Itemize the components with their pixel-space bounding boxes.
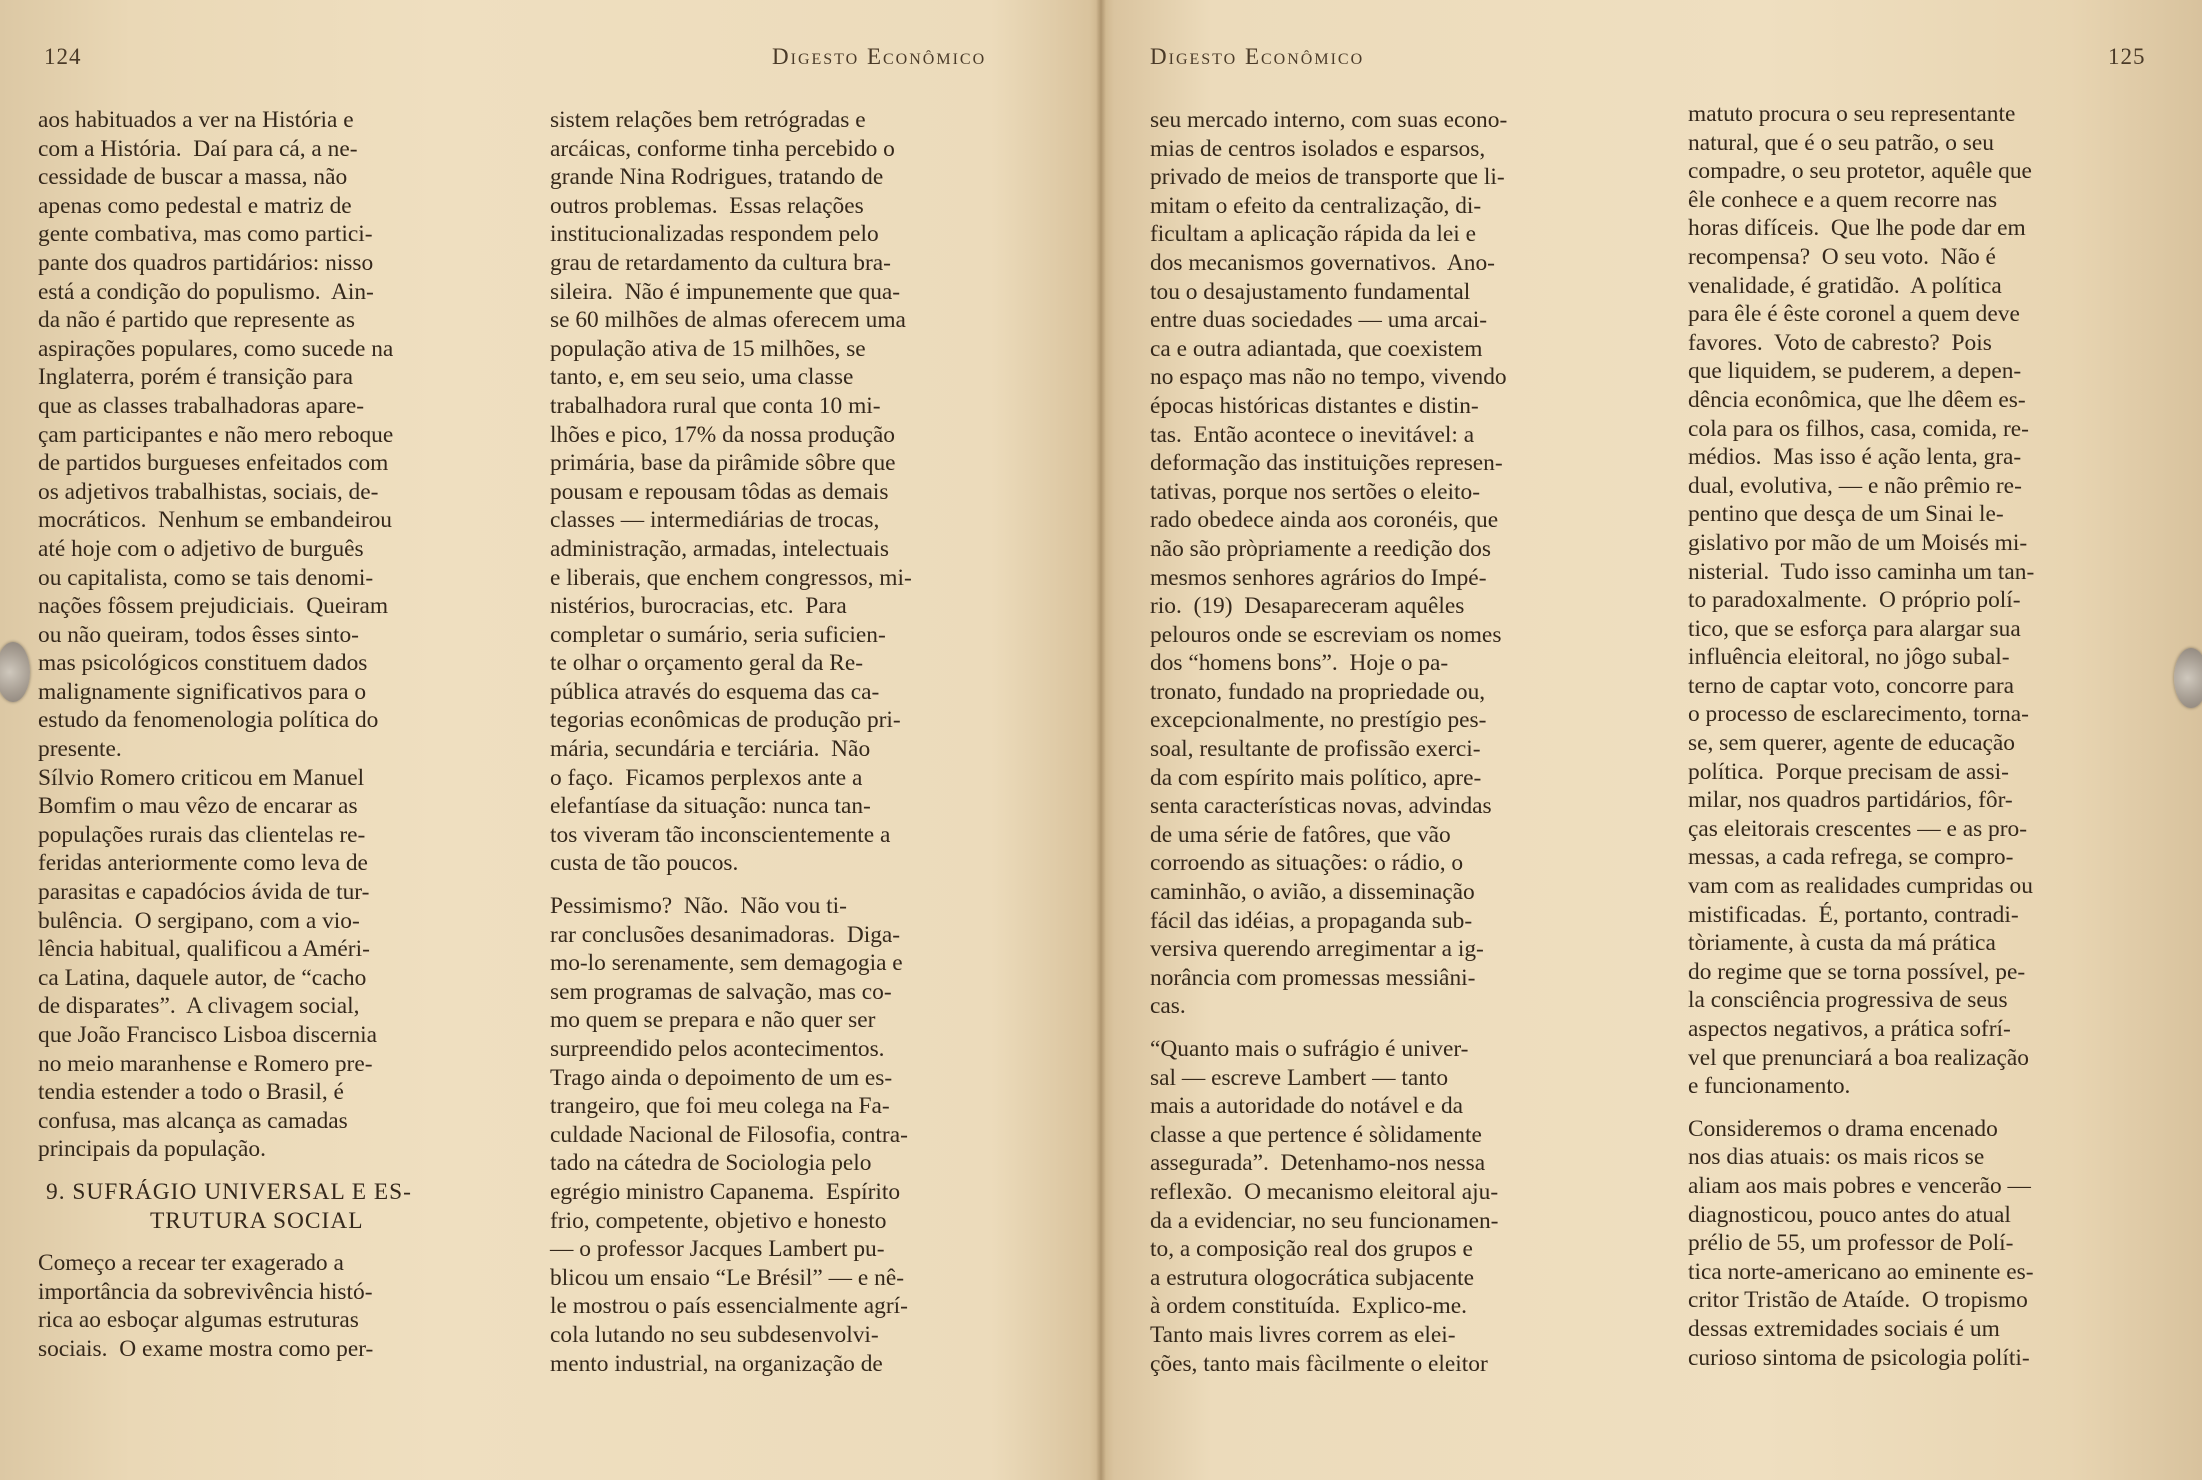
text-line: até hoje com o adjetivo de burguês [38, 535, 364, 562]
text-line: sem programas de salvação, mas co- [550, 978, 892, 1005]
text-line: mo-lo serenamente, sem demagogia e [550, 950, 903, 977]
text-line: bulência. O sergipano, com a vio- [38, 907, 360, 934]
text-line: mas psicológicos constituem dados [38, 650, 368, 677]
text-line: tou o desajustamento fundamental [1150, 278, 1471, 305]
text-line: dual, evolutiva, — e não prêmio re- [1688, 472, 2022, 499]
text-line: diagnosticou, pouco antes do atual [1688, 1201, 2011, 1228]
text-line: cas. [1150, 993, 1186, 1020]
text-line: mistificadas. É, portanto, contradi- [1688, 901, 2019, 928]
right-column-1 [1150, 106, 1640, 1378]
page-number-right: 125 [2108, 44, 2146, 69]
text-line: rio. (19) Desapareceram aquêles [1150, 593, 1465, 620]
right-col1-after-body [1150, 1035, 1640, 1378]
text-line: versiva querendo arregimentar a ig- [1150, 936, 1484, 963]
text-line: cessidade de buscar a massa, não [38, 164, 348, 191]
running-head-right-text: Digesto Econômico [1150, 44, 1365, 69]
text-line: da não é partido que represente as [38, 307, 355, 334]
text-line: de disparates”. A clivagem social, [38, 993, 360, 1020]
text-line: mesmos senhores agrários do Impé- [1150, 564, 1487, 591]
text-line: çam participantes e não mero reboque [38, 421, 394, 448]
text-line: trabalhadora rural que conta 10 mi- [550, 392, 881, 419]
text-line: assegurada”. Detenhamo-nos nessa [1150, 1150, 1486, 1177]
text-line: nações fôssem prejudiciais. Queiram [38, 593, 389, 620]
text-line: dos mecanismos governativos. Ano- [1150, 249, 1495, 276]
text-line: está a condição do populismo. Ain- [38, 278, 374, 305]
text-line: Bomfim o mau vêzo de encarar as [38, 793, 358, 820]
text-line: população ativa de 15 milhões, se [550, 335, 866, 362]
text-line: pública através do esquema das ca- [550, 678, 880, 705]
right-column-2 [1688, 100, 2168, 1372]
text-line: terno de captar voto, concorre para [1688, 672, 2014, 699]
text-line: aspectos negativos, a prática sofrí- [1688, 1016, 2011, 1042]
text-line: sileira. Não é impunemente que qua- [550, 278, 901, 305]
text-line: cola lutando no seu subdesenvolvi- [550, 1321, 879, 1348]
text-line: dessas extremidades sociais é um [1688, 1315, 2000, 1342]
text-line: te olhar o orçamento geral da Re- [550, 650, 864, 677]
text-line: institucionalizadas respondem pelo [550, 221, 879, 248]
text-line: to, a composição real dos grupos e [1150, 1236, 1473, 1263]
binding-hole-left [0, 642, 30, 702]
text-line: da a evidenciar, no seu funcionamen- [1150, 1207, 1499, 1234]
text-line: aspirações populares, como sucede na [38, 335, 394, 362]
text-line: Tanto mais livres correm as elei- [1150, 1321, 1456, 1348]
text-line: sal — escreve Lambert — tanto [1150, 1064, 1449, 1091]
text-line: política. Porque precisam de assi- [1688, 758, 2009, 785]
text-line: tanto, e, em seu seio, uma classe [550, 364, 854, 391]
text-line: matuto procura o seu representante [1688, 101, 2016, 127]
left-column-2 [550, 106, 1030, 1378]
text-line: tòriamente, à custa da má prática [1688, 930, 1996, 957]
text-line: sociais. O exame mostra como per- [38, 1335, 374, 1362]
text-line: vam com as realidades cumpridas ou [1688, 873, 2033, 900]
text-line: influência eleitoral, no jôgo subal- [1688, 644, 2010, 671]
text-line: classe a que pertence é sòlidamente [1150, 1121, 1482, 1148]
text-line: ou capitalista, como se tais denomi- [38, 564, 374, 591]
text-line: o faço. Ficamos perplexos ante a [550, 764, 863, 791]
text-line: senta características novas, advindas [1150, 793, 1492, 820]
text-line: gislativo por mão de um Moisés mi- [1688, 529, 2028, 556]
text-line: mocráticos. Nenhum se embandeirou [38, 507, 393, 534]
left-column-1 [38, 106, 508, 1364]
text-line: aliam aos mais pobres e vencerão — [1688, 1172, 2031, 1199]
text-line: Sílvio Romero criticou em Manuel [38, 764, 365, 791]
text-line: recompensa? O seu voto. Não é [1688, 243, 1996, 270]
text-line: nistérios, burocracias, etc. Para [550, 593, 847, 620]
text-line: trangeiro, que foi meu colega na Fa- [550, 1093, 890, 1120]
text-line: apenas como pedestal e matriz de [38, 192, 352, 219]
text-line: de uma série de fatôres, que vão [1150, 821, 1451, 848]
text-line: culdade Nacional de Filosofia, contra- [550, 1121, 908, 1148]
running-head-right [1150, 44, 1364, 70]
text-line: se, sem querer, agente de educação [1688, 730, 2016, 757]
text-line: le mostrou o país essencialmente agrí- [550, 1293, 908, 1320]
text-line: mias de centros isolados e esparsos, [1150, 135, 1486, 162]
text-line: tativas, porque nos sertões o eleito- [1150, 478, 1480, 505]
text-line: tegorias econômicas de produção pri- [550, 707, 901, 734]
text-line: do regime que se torna possível, pe- [1688, 958, 2026, 985]
text-line: Consideremos o drama encenado [1688, 1115, 1998, 1142]
text-line: para êle é êste coronel a quem deve [1688, 301, 2020, 328]
text-line: ou não queiram, todos êsses sinto- [38, 621, 359, 648]
text-line: tos viveram tão inconscientemente a [550, 821, 891, 848]
text-line: Começo a recear ter exagerado a [38, 1250, 344, 1277]
text-line: êle conhece e a quem recorre nas [1688, 186, 1998, 213]
binding-hole-right [2174, 648, 2202, 708]
text-line: mo quem se prepara e não quer ser [550, 1007, 876, 1034]
text-line: prélio de 55, um professor de Polí- [1688, 1230, 2014, 1257]
text-line: rado obedece ainda aos coronéis, que [1150, 507, 1499, 534]
text-line: grau de retardamento da cultura bra- [550, 249, 891, 276]
running-head-left-text: Digesto Econômico [772, 44, 987, 69]
text-line: mitam o efeito da centralização, di- [1150, 192, 1482, 219]
text-line: milar, nos quadros partidários, fôr- [1688, 787, 2013, 814]
right-col2-body [1688, 100, 2168, 1101]
text-line: — o professor Jacques Lambert pu- [550, 1236, 885, 1263]
text-line: custa de tão poucos. [550, 850, 739, 877]
text-line: outros problemas. Essas relações [550, 192, 864, 219]
text-line: fácil das idéias, a propaganda sub- [1150, 907, 1473, 934]
text-line: lência habitual, qualificou a Améri- [38, 936, 370, 963]
right-col2-after-body [1688, 1115, 2168, 1372]
right-page [1102, 0, 2202, 1480]
text-line: se 60 milhões de almas oferecem uma [550, 307, 906, 334]
text-line: estudo da fenomenologia política do [38, 707, 379, 734]
text-line: sistem relações bem retrógradas e [550, 107, 866, 133]
text-line: pelouros onde se escreviam os nomes [1150, 621, 1502, 648]
text-line: Trago ainda o depoimento de um es- [550, 1064, 893, 1091]
text-line: seu mercado interno, com suas econo- [1150, 107, 1508, 133]
text-line: arcáicas, conforme tinha percebido o [550, 135, 895, 162]
text-line: primária, base da pirâmide sôbre que [550, 450, 896, 477]
text-line: surpreendido pelos acontecimentos. [550, 1036, 885, 1062]
text-line: tado na cátedra de Sociologia pelo [550, 1150, 872, 1177]
text-line: natural, que é o seu patrão, o seu [1688, 129, 1994, 156]
text-line: venalidade, é gratidão. A política [1688, 272, 2002, 299]
text-line: e liberais, que enchem congressos, mi- [550, 564, 912, 591]
text-line: aos habituados a ver na História e [38, 107, 354, 133]
text-line: favores. Voto de cabresto? Pois [1688, 329, 1992, 356]
text-line: nos dias atuais: os mais ricos se [1688, 1144, 1985, 1171]
text-line: com a História. Daí para cá, a ne- [38, 135, 358, 162]
page-number-left: 124 [44, 44, 82, 69]
text-line: critor Tristão de Ataíde. O tropismo [1688, 1287, 2028, 1314]
text-line: os adjetivos trabalhistas, sociais, de- [38, 478, 379, 505]
text-line: ficultam a aplicação rápida da lei e [1150, 221, 1476, 248]
text-line: nisterial. Tudo isso caminha um tan- [1688, 558, 2035, 585]
text-line: da com espírito mais político, apre- [1150, 764, 1482, 791]
text-line: tendia estender a todo o Brasil, é [38, 1079, 344, 1106]
text-line: feridas anteriormente como leva de [38, 850, 368, 877]
text-line: deformação das instituições represen- [1150, 450, 1503, 477]
text-line: tica norte-americano ao eminente es- [1688, 1258, 2034, 1285]
text-line: à ordem constituída. Explico-me. [1150, 1293, 1467, 1320]
text-line: elefantíase da situação: nunca tan- [550, 793, 871, 820]
text-line: administração, armadas, intelectuais [550, 535, 890, 562]
text-line: vel que prenunciará a boa realização [1688, 1044, 2029, 1071]
left-col1-body [38, 106, 508, 1164]
text-line: to paradoxalmente. O próprio polí- [1688, 587, 2021, 614]
text-line: ca e outra adiantada, que coexistem [1150, 335, 1483, 362]
section-heading-line-2: TRUTURA SOCIAL [150, 1207, 364, 1234]
text-line: soal, resultante de profissão exerci- [1150, 736, 1481, 763]
left-col1-after-body [38, 1249, 508, 1363]
text-line: gente combativa, mas como partici- [38, 221, 373, 248]
text-line: populações rurais das clientelas re- [38, 821, 366, 848]
text-line: parasitas e capadócios ávida de tur- [38, 879, 370, 906]
text-line: que João Francisco Lisboa discernia [38, 1022, 378, 1048]
text-line: excepcionalmente, no prestígio pes- [1150, 707, 1487, 734]
text-line: que liquidem, se puderem, a depen- [1688, 358, 2022, 385]
text-line: caminhão, o avião, a disseminação [1150, 879, 1475, 906]
text-line: compadre, o seu protetor, aquêle que [1688, 158, 2032, 185]
text-line: mento industrial, na organização de [550, 1350, 883, 1377]
text-line: malignamente significativos para o [38, 678, 367, 705]
text-line: tas. Então acontece o inevitável: a [1150, 421, 1475, 448]
text-line: a estrutura ologocrática subjacente [1150, 1264, 1475, 1291]
text-line: médios. Mas isso é ação lenta, gra- [1688, 444, 2022, 471]
text-line: Inglaterra, porém é transição para [38, 364, 353, 391]
text-line: lhões e pico, 17% da nossa produção [550, 421, 895, 448]
text-line: no espaço mas não no tempo, vivendo [1150, 364, 1507, 391]
text-line: ca Latina, daquele autor, de “cacho [38, 964, 367, 991]
text-line: ças eleitorais crescentes — e as pro- [1688, 815, 2028, 842]
text-line: presente. [38, 736, 122, 763]
running-head-left [772, 44, 986, 70]
text-line: reflexão. O mecanismo eleitoral aju- [1150, 1178, 1499, 1205]
text-line: cola para os filhos, casa, comida, re- [1688, 415, 2029, 442]
text-line: curioso sintoma de psicologia políti- [1688, 1344, 2030, 1371]
text-line: egrégio ministro Capanema. Espírito [550, 1178, 901, 1205]
right-col1-body [1150, 106, 1640, 1021]
text-line: completar o sumário, seria suficien- [550, 621, 886, 648]
left-col2-after-body [550, 892, 1030, 1378]
text-line: no meio maranhense e Romero pre- [38, 1050, 373, 1077]
text-line: e funcionamento. [1688, 1073, 1851, 1100]
text-line: confusa, mas alcança as camadas [38, 1107, 348, 1134]
text-line: frio, competente, objetivo e honesto [550, 1207, 887, 1234]
text-line: blicou um ensaio “Le Brésil” — e nê- [550, 1264, 904, 1291]
text-line: entre duas sociedades — uma arcai- [1150, 307, 1488, 334]
text-line: ções, tanto mais fàcilmente o eleitor [1150, 1350, 1488, 1377]
text-line: grande Nina Rodrigues, tratando de [550, 164, 884, 191]
text-line: rica ao esboçar algumas estruturas [38, 1307, 359, 1334]
text-line: não são pròpriamente a reedição dos [1150, 535, 1491, 562]
text-line: messas, a cada refrega, se compro- [1688, 844, 2014, 871]
text-line: importância da sobrevivência histó- [38, 1278, 373, 1305]
text-line: tico, que se esforça para alargar sua [1688, 615, 2021, 642]
text-line: horas difíceis. Que lhe pode dar em [1688, 215, 2026, 242]
text-line: norância com promessas messiâni- [1150, 964, 1476, 991]
left-page [0, 0, 1100, 1480]
text-line: Pessimismo? Não. Não vou ti- [550, 893, 847, 920]
text-line: de partidos burgueses enfeitados com [38, 450, 389, 477]
text-line: pousam e repousam tôdas as demais [550, 478, 889, 505]
text-line: mais a autoridade do notável e da [1150, 1093, 1464, 1120]
text-line: que as classes trabalhadoras apare- [38, 392, 365, 419]
text-line: épocas históricas distantes e distin- [1150, 392, 1479, 419]
text-line: privado de meios de transporte que li- [1150, 164, 1505, 191]
text-line: tronato, fundado na propriedade ou, [1150, 678, 1486, 705]
text-line: dência econômica, que lhe dêem es- [1688, 386, 2026, 413]
text-line: corroendo as situações: o rádio, o [1150, 850, 1464, 877]
text-line: “Quanto mais o sufrágio é univer- [1150, 1036, 1469, 1062]
text-line: mária, secundária e terciária. Não [550, 736, 871, 763]
text-line: pante dos quadros partidários: nisso [38, 249, 374, 276]
text-line: o processo de esclarecimento, torna- [1688, 701, 2029, 728]
left-col2-body [550, 106, 1030, 878]
text-line: rar conclusões desanimadoras. Diga- [550, 921, 901, 948]
section-heading-line-1: 9. SUFRÁGIO UNIVERSAL E ES- [46, 1178, 412, 1205]
text-line: classes — intermediárias de trocas, [550, 507, 880, 534]
text-line: dos “homens bons”. Hoje o pa- [1150, 650, 1449, 677]
text-line: la consciência progressiva de seus [1688, 987, 2008, 1014]
text-line: pentino que desça de um Sinai le- [1688, 501, 2004, 528]
text-line: principais da população. [38, 1136, 266, 1163]
